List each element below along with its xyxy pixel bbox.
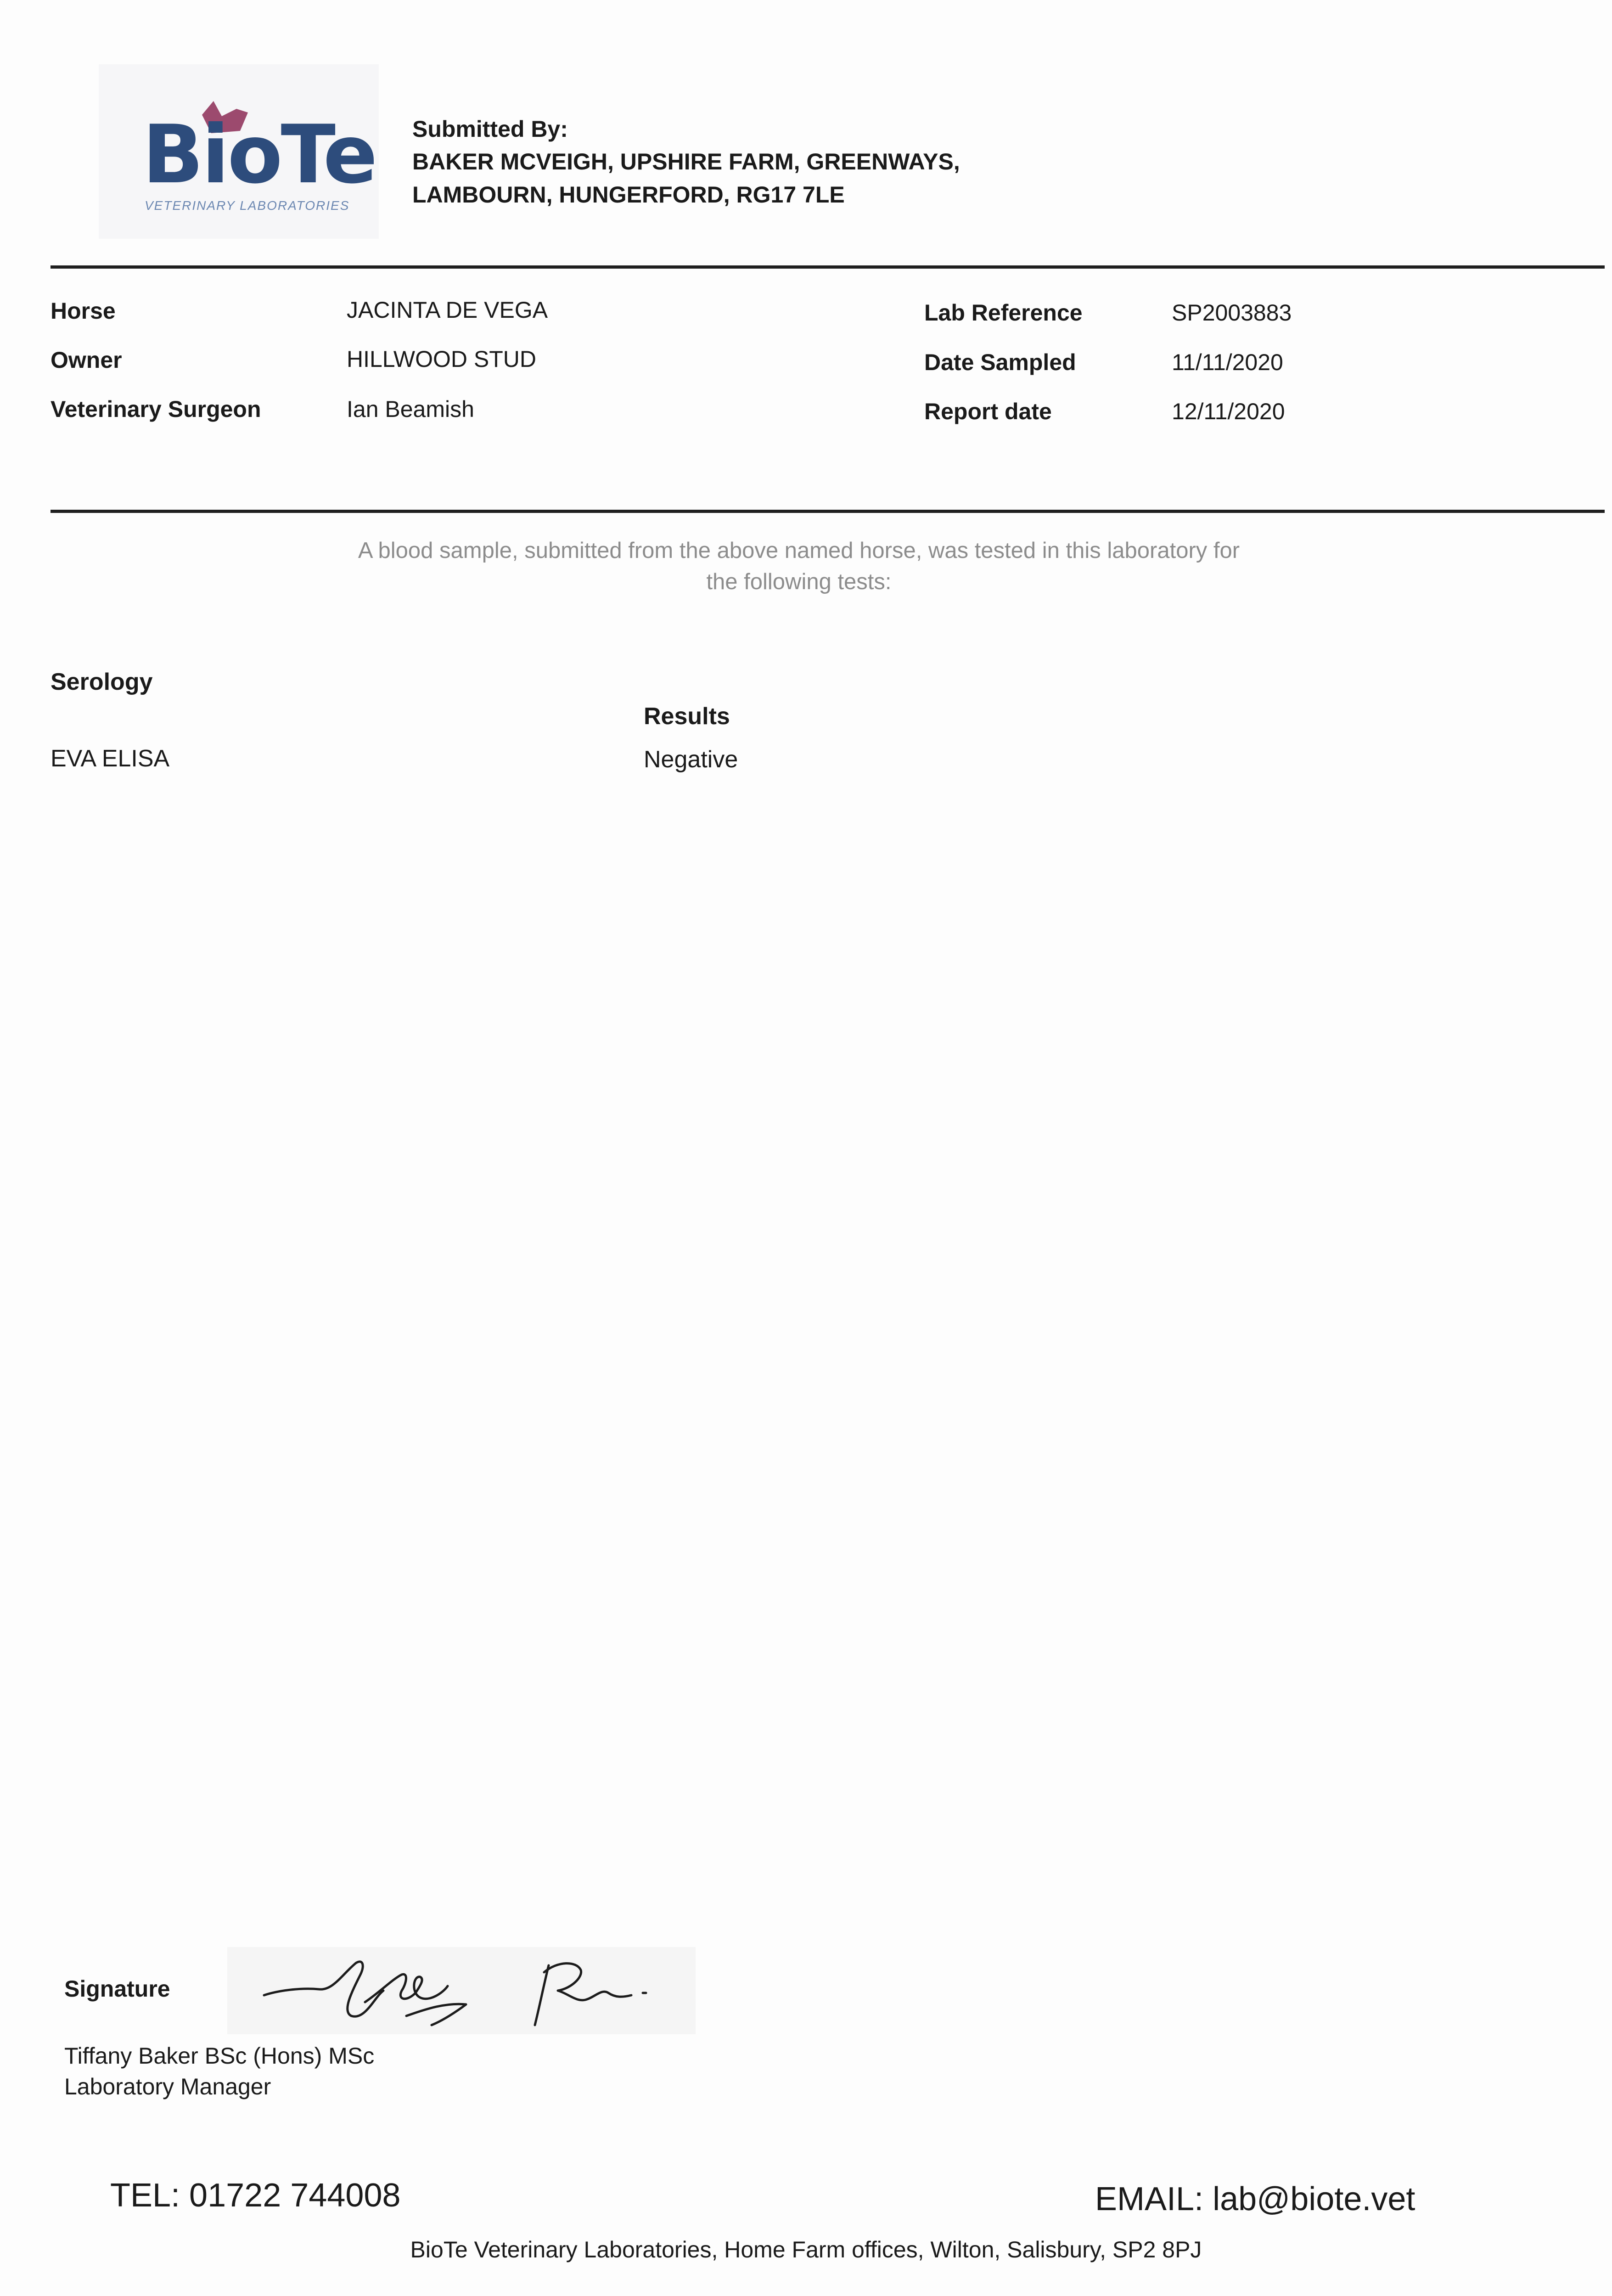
signature-label: Signature (64, 1976, 170, 2002)
email: EMAIL: lab@biote.vet (1095, 2181, 1415, 2217)
horse-value: JACINTA DE VEGA (347, 297, 548, 323)
logo-wordmark: BioTe (142, 108, 376, 202)
report-date-value: 12/11/2020 (1172, 399, 1285, 424)
submitted-by-heading: Submitted By: (412, 116, 568, 142)
vet-label: Veterinary Surgeon (51, 396, 261, 422)
submitted-by-line-1: BAKER MCVEIGH, UPSHIRE FARM, GREENWAYS, (412, 149, 960, 174)
logo-subtitle: VETERINARY LABORATORIES (145, 198, 350, 213)
horse-label: Horse (51, 298, 116, 324)
lab-reference-value: SP2003883 (1172, 300, 1292, 326)
date-sampled-value: 11/11/2020 (1172, 349, 1283, 375)
lab-logo (99, 64, 379, 239)
vet-value: Ian Beamish (347, 396, 474, 422)
owner-label: Owner (51, 347, 122, 373)
intro-line-1: A blood sample, submitted from the above named horse, was tested in this laboratory for (358, 538, 1240, 563)
lab-reference-label: Lab Reference (924, 300, 1083, 326)
signature-image (227, 1947, 696, 2034)
lab-address: BioTe Veterinary Laboratories, Home Farm offices, Wilton, Salisbury, SP2 8PJ (410, 2237, 1202, 2262)
intro-line-2: the following tests: (706, 569, 892, 594)
results-heading: Results (644, 703, 730, 730)
signatory-title: Laboratory Manager (64, 2074, 271, 2099)
owner-value: HILLWOOD STUD (347, 346, 536, 372)
test-name: EVA ELISA (51, 745, 170, 772)
top-divider (51, 265, 1605, 269)
intro-text (230, 535, 1368, 597)
submitted-by-line-2: LAMBOURN, HUNGERFORD, RG17 7LE (412, 182, 845, 208)
date-sampled-label: Date Sampled (924, 349, 1076, 375)
handwritten-signature-icon (227, 1947, 696, 2034)
serology-heading: Serology (51, 669, 153, 695)
telephone: TEL: 01722 744008 (110, 2177, 401, 2214)
test-result: Negative (644, 746, 738, 773)
report-date-label: Report date (924, 399, 1052, 424)
middle-divider (51, 510, 1605, 513)
signatory-name: Tiffany Baker BSc (Hons) MSc (64, 2043, 375, 2069)
